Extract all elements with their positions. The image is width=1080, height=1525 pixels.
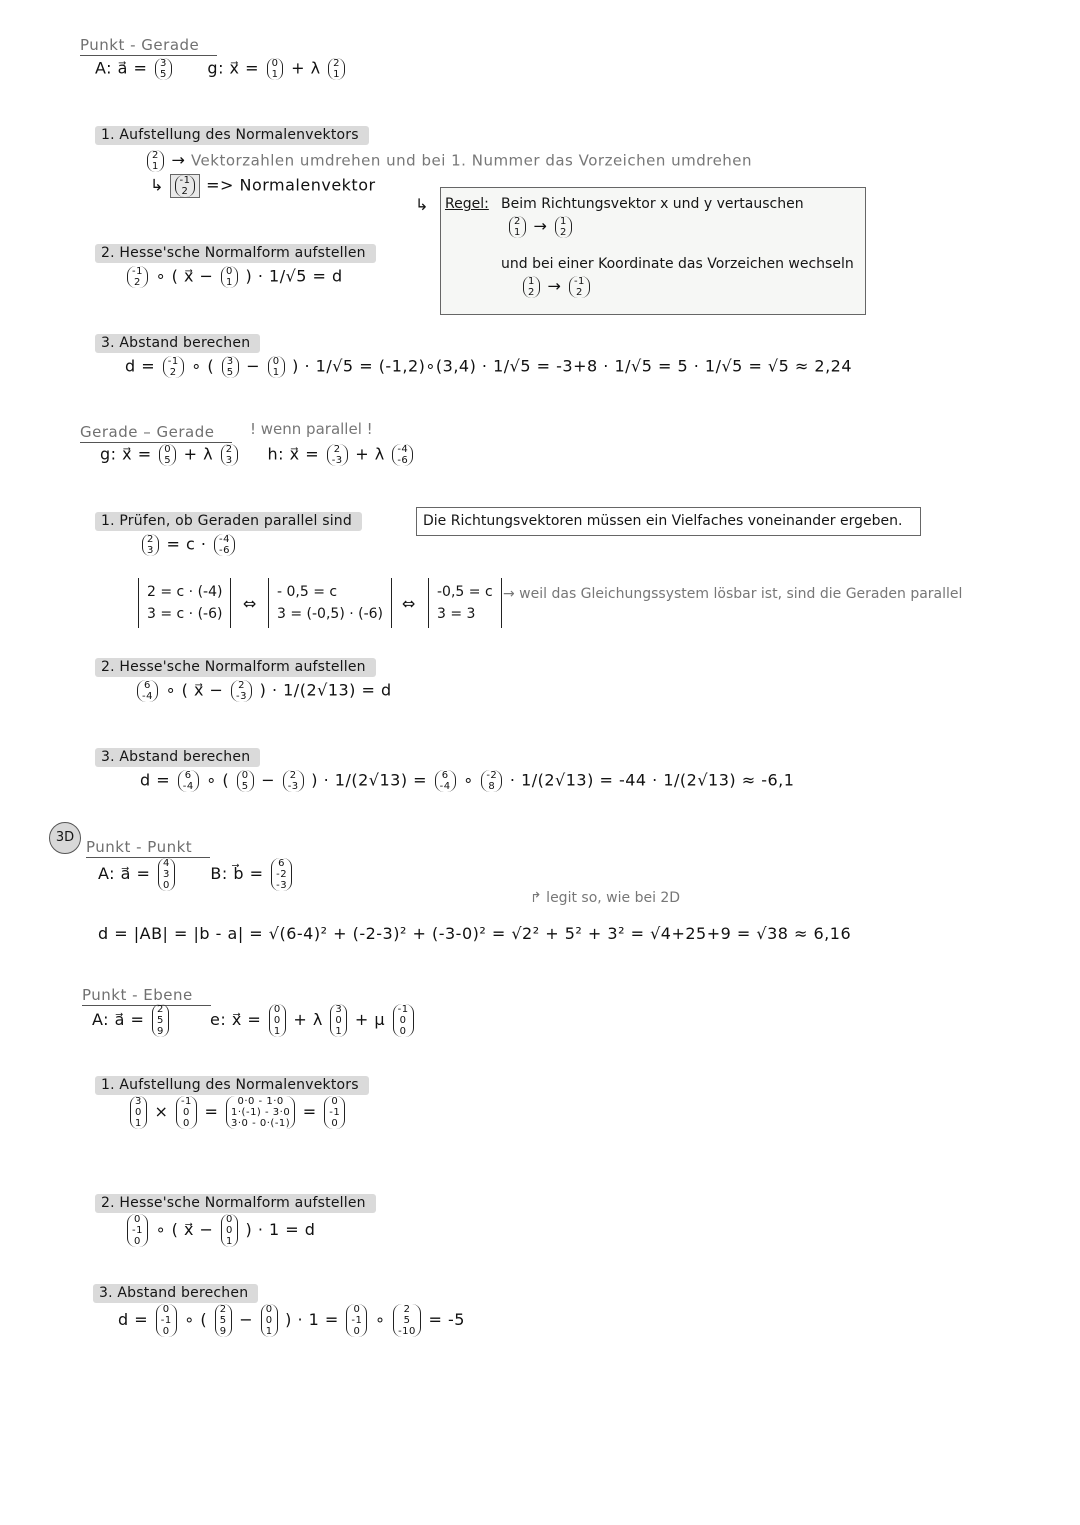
pe-cross-product: 3 0 1 × -1 0 0 = 0·0 - 1·0 1·(-1) - 3·0 3·0 - 0·(-1) = 0 -1 0 [128,1096,347,1129]
rule-line1: Beim Richtungsvektor x und y vertauschen [501,196,804,212]
line-position-vector: 0 1 [267,58,284,80]
pd-normal-row: ↳ -1 2 => Normalenvektor [150,175,376,197]
gg-hnf: 6 -4 ∘ ( x⃗ − 2 -3 ) · 1/(2√13) = d [135,680,392,702]
gg-step2-title: 2. Hesse'sche Normalform aufstellen [95,658,376,677]
pd-abstand: d = -1 2 ∘ ( 3 5 − 0 1 ) · 1/√5 = (-1,2)∘(3,4) · 1/√5 = -3+8 · 1/√5 = 5 · 1/√5 = √5 ≈ 2,24 [125,356,853,378]
gg-given: g: x⃗ = 0 5 + λ 2 3 h: x⃗ = 2 -3 + λ -4 -6 [100,444,415,466]
gg-info-box [416,507,921,536]
rule-arrow-icon: ↳ [415,195,429,214]
gg-system-2: - 0,5 = c 3 = (-0,5) · (-6) [268,578,392,628]
normal-vector-highlight [170,174,201,198]
gg-step3-title: 3. Abstand berechen [95,748,260,767]
pd-step1-row1: 2 1 → Vektorzahlen umdrehen und bei 1. Nummer das Vorzeichen umdrehen [145,150,752,172]
rule-example1: 2 1 → 1 2 [507,216,574,238]
gg-check: 2 3 = c · -4 -6 [140,534,237,556]
pd-step3-title: 3. Abstand berechen [95,334,260,353]
equiv-icon-2: ⇔ [402,594,416,613]
punkt-gerade-given: A: a⃗ = 3 5 g: x⃗ = 0 1 + λ 2 1 [95,58,347,80]
pd-step1-title: 1. Aufstellung des Normalenvektors [95,126,369,145]
point-vector: 3 5 [155,58,172,80]
gg-system-1: 2 = c · (-4) 3 = c · (-6) [138,578,231,628]
section-title-punkt-ebene: Punkt - Ebene [82,986,211,1006]
gg-abstand: d = 6 -4 ∘ ( 0 5 − 2 -3 ) · 1/(2√13) = 6 -4 ∘ -2 8 · 1/(2√13) = -44 · 1/(2√13) ≈ -6,1 [140,770,795,792]
rule-box [440,187,866,315]
section-title-punkt-punkt: Punkt - Punkt [86,838,210,858]
pe-step3-title: 3. Abstand berechen [93,1284,258,1303]
pp-formula: d = |AB| = |b - a| = √(6-4)² + (-2-3)² + (-3-0)² = √2² + 5² + 3² = √4+25+9 = √38 ≈ 6,16 [98,924,852,943]
pe-hnf: 0 -1 0 ∘ ( x⃗ − 0 0 1 ) · 1 = d [125,1214,315,1247]
pd-step1-note: Vektorzahlen umdrehen und bei 1. Nummer das Vorzeichen umdrehen [190,151,753,170]
line-direction-vector: 2 1 [328,58,345,80]
pe-step1-title: 1. Aufstellung des Normalenvektors [95,1076,369,1095]
pe-given: A: a⃗ = 2 5 9 e: x⃗ = 0 0 1 + λ 3 0 1 + μ -1 0 0 [92,1004,416,1037]
normal-vector: -1 2 [175,175,196,197]
pd-result: 2,24 [814,356,853,376]
pd-step2-title: 2. Hesse'sche Normalform aufstellen [95,244,376,263]
pp-note: ↱ legit so, wie bei 2D [530,890,681,906]
gg-system-3: -0,5 = c 3 = 3 [428,578,502,628]
pe-abstand: d = 0 -1 0 ∘ ( 2 5 9 − 0 0 1 ) · 1 = 0 -1 0 ∘ 2 5 -10 = -5 [118,1304,465,1337]
gg-step1-title: 1. Prüfen, ob Geraden parallel sind [95,512,362,531]
rule-label: Regel: [445,196,489,212]
pd-hnf: -1 2 ∘ ( x⃗ − 0 1 ) · 1/√5 = d [125,266,343,288]
direction-vector-copy: 2 1 [147,150,164,172]
point-label: A: [95,58,113,78]
rule-example2: 1 2 → -1 2 [521,276,592,298]
line-label: g: [207,58,224,78]
pp-given: A: a⃗ = 4 3 0 B: b⃗ = 6 -2 -3 [98,858,294,891]
normal-label: => Normalenvektor [206,175,376,195]
gg-parallel-note: ! wenn parallel ! [250,420,373,438]
pe-step2-title: 2. Hesse'sche Normalform aufstellen [95,1194,376,1213]
section-title-gerade-gerade: Gerade – Gerade [80,423,232,443]
section-title-punkt-gerade: Punkt - Gerade [80,36,217,56]
rule-line2: und bei einer Koordinate das Vorzeichen wechseln [501,256,854,272]
equiv-icon-1: ⇔ [243,594,257,613]
gg-conclusion: → weil das Gleichungssystem lösbar ist, sind die Geraden parallel [503,586,963,602]
gg-box-text: Die Richtungsvektoren müssen ein Vielfaches voneinander ergeben. [423,513,903,529]
badge-3d: 3D [49,822,81,854]
